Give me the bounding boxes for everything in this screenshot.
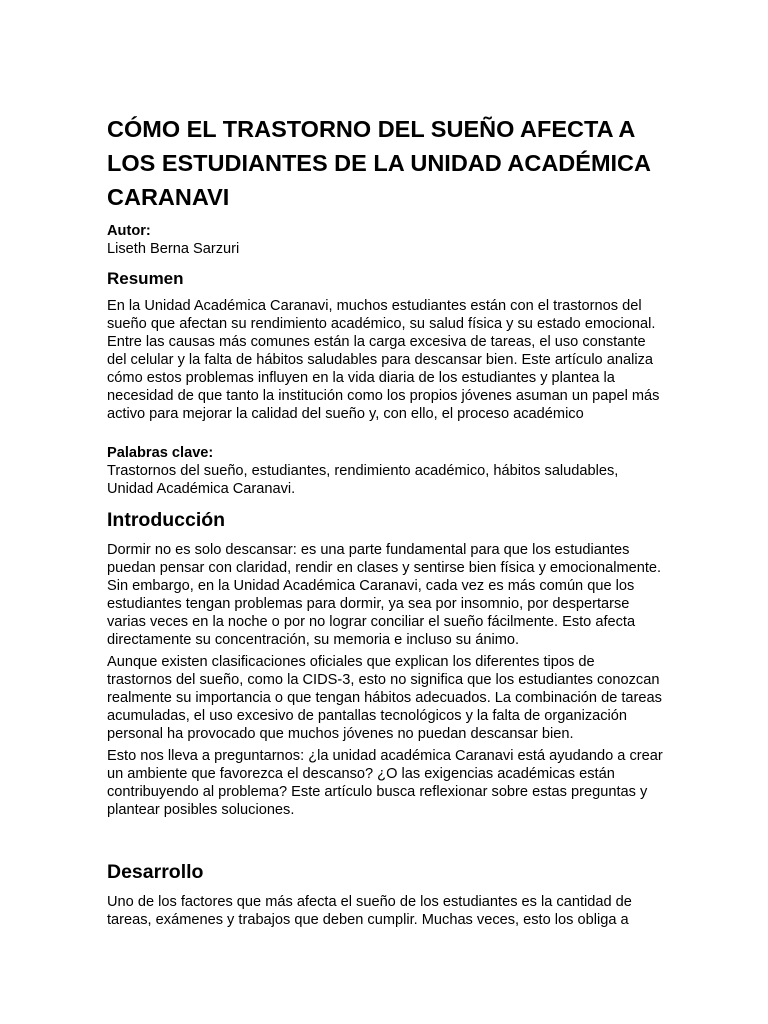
introduction-heading: Introducción bbox=[107, 509, 226, 531]
author-name: Liseth Berna Sarzuri bbox=[107, 241, 240, 257]
introduction-paragraph-1: Dormir no es solo descansar: es una parte fundamental para que los estudiantes puedan pensar con claridad, rendir en clases y sentirse bien física y emocionalmente. Sin embargo, en la Unidad Académica Caranavi, cada vez es más común que los estudiantes tengan problemas para dormir, ya sea por insomnio, por despertarse varias veces en la noche o por no lograr conciliar el sueño fácilmente. Esto afecta directamente su concentración, su memoria e incluso su ánimo. bbox=[107, 542, 662, 648]
abstract-text: En la Unidad Académica Caranavi, muchos estudiantes están con el trastornos del sueño que afectan su rendimiento académico, su salud física y su estado emocional. Entre las causas más comunes están la carga excesiva de tareas, el uso constante del celular y la falta de hábitos saludables para descansar bien. Este artículo analiza cómo estos problemas influyen en la vida diaria de los estudiantes y plantea la necesidad de que tanto la institución como los propios jóvenes asuman un papel más activo para mejorar la calidad del sueño y, con ello, el proceso académico bbox=[107, 298, 660, 422]
abstract-heading: Resumen bbox=[107, 269, 184, 288]
author-label: Autor: bbox=[107, 223, 151, 239]
introduction-section bbox=[107, 507, 663, 819]
author-section bbox=[107, 222, 663, 258]
keywords-text: Trastornos del sueño, estudiantes, rendimiento académico, hábitos saludables, Unidad Académica Caranavi. bbox=[107, 463, 619, 497]
document-title: CÓMO EL TRASTORNO DEL SUEÑO AFECTA A LOS ESTUDIANTES DE LA UNIDAD ACADÉMICA CARANAVI bbox=[107, 116, 651, 210]
development-paragraph-1: Uno de los factores que más afecta el sueño de los estudiantes es la cantidad de tareas, exámenes y trabajos que deben cumplir. Muchas veces, esto los obliga a bbox=[107, 894, 632, 928]
abstract-section bbox=[107, 268, 663, 423]
development-heading: Desarrollo bbox=[107, 861, 204, 883]
introduction-paragraph-3: Esto nos lleva a preguntarnos: ¿la unidad académica Caranavi está ayudando a crear un ambiente que favorezca el descanso? ¿O las exigencias académicas están contribuyendo al problema? Este artículo busca reflexionar sobre estas preguntas y plantear posibles soluciones. bbox=[107, 748, 663, 818]
development-section bbox=[107, 859, 663, 929]
keywords-section bbox=[107, 444, 663, 498]
keywords-label: Palabras clave: bbox=[107, 445, 214, 461]
introduction-paragraph-2: Aunque existen clasificaciones oficiales que explican los diferentes tipos de trastornos del sueño, como la CIDS-3, esto no significa que los estudiantes conozcan realmente su importancia o que tengan hábitos adecuados. La combinación de tareas acumuladas, el uso excesivo de pantallas tecnológicos y la falta de organización personal ha provocado que muchos jóvenes no puedan descansar bien. bbox=[107, 654, 662, 742]
